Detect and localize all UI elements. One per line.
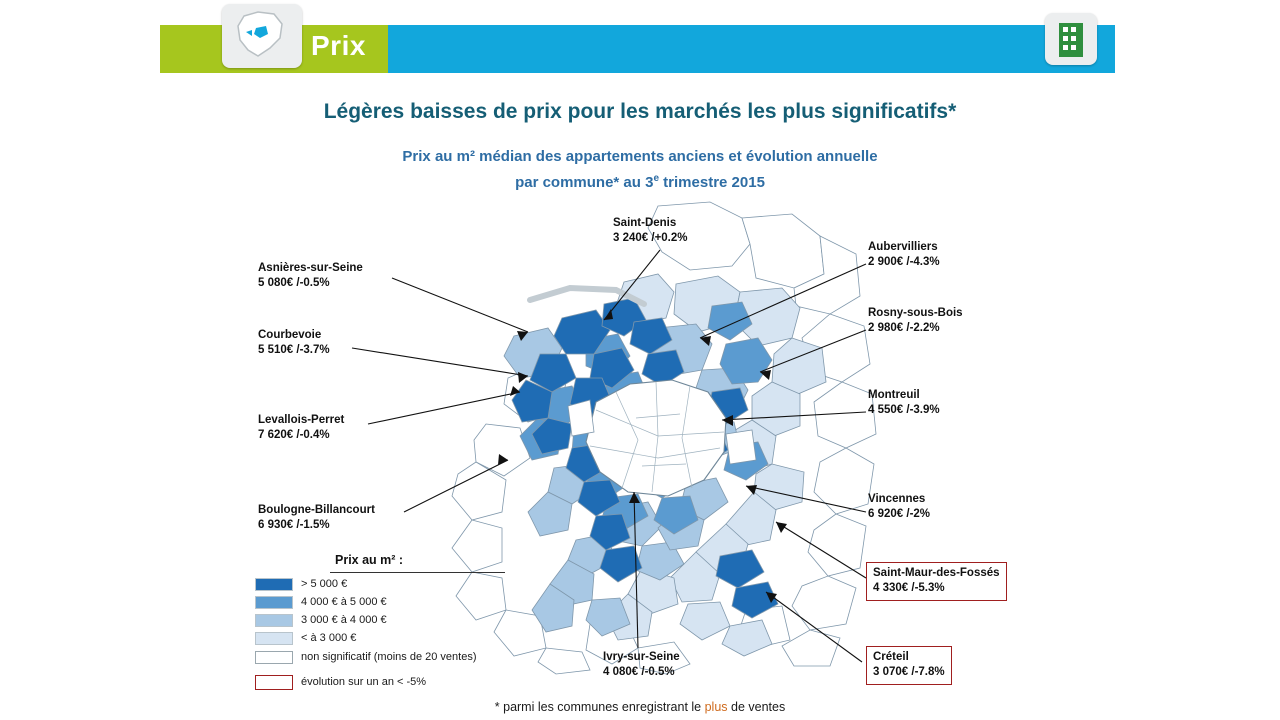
legend-swatch	[255, 632, 293, 645]
legend-divider	[330, 572, 505, 573]
callout-value: 5 080€ /-0.5%	[258, 277, 330, 289]
callout-ivry-sur-seine	[603, 650, 680, 680]
callout-value: 3 070€ /-7.8%	[873, 666, 945, 678]
callout-aubervilliers	[868, 240, 940, 270]
footnote	[0, 700, 1280, 714]
callout-name: Asnières-sur-Seine	[258, 262, 363, 274]
subtitle-line-1: Prix au m² médian des appartements anciens et évolution annuelle	[402, 148, 878, 165]
callout-vincennes	[868, 492, 930, 522]
callout-courbevoie	[258, 328, 330, 358]
callout-value: 2 980€ /-2.2%	[868, 322, 940, 334]
callout-rosny-sous-bois	[868, 306, 963, 336]
choropleth-map	[390, 196, 890, 676]
ile-de-france-map-icon	[222, 4, 302, 68]
callout-creteil	[866, 646, 952, 685]
legend-item-3000-4000	[255, 612, 387, 628]
callout-saint-denis	[613, 216, 688, 246]
building-icon	[1045, 13, 1097, 65]
footnote-suffix: de ventes	[727, 700, 786, 714]
callout-value: 2 900€ /-4.3%	[868, 256, 940, 268]
callout-name: Levallois-Perret	[258, 414, 345, 426]
callout-name: Courbevoie	[258, 329, 322, 341]
callout-asnieres-sur-seine	[258, 261, 363, 291]
legend-item-gt-5000	[255, 576, 347, 592]
callout-name: Aubervilliers	[868, 241, 938, 253]
legend-label: évolution sur un an < -5%	[301, 676, 427, 688]
callout-value: 5 510€ /-3.7%	[258, 344, 330, 356]
callout-levallois-perret	[258, 413, 344, 443]
legend-label: 4 000 € à 5 000 €	[301, 596, 387, 608]
legend-swatch	[255, 578, 293, 591]
legend-swatch-red-box	[255, 675, 293, 690]
bois-de-boulogne	[568, 400, 594, 436]
map-svg	[390, 196, 890, 676]
legend-label: 3 000 € à 4 000 €	[301, 614, 387, 626]
callout-value: 6 930€ /-1.5%	[258, 519, 330, 531]
legend-item-non-significatif	[255, 649, 476, 665]
page-subtitle	[0, 146, 1280, 194]
callout-value: 6 920€ /-2%	[868, 508, 931, 520]
callout-name: Ivry-sur-Seine	[603, 651, 680, 663]
legend-title: Prix au m² :	[335, 553, 404, 567]
callout-name: Boulogne-Billancourt	[258, 504, 375, 516]
callout-name: Vincennes	[868, 493, 926, 505]
header-tab-label: Prix	[311, 30, 366, 61]
callout-saint-maur-des-fosses	[866, 562, 1007, 601]
legend-item-evolution	[255, 674, 426, 690]
legend-item-lt-3000	[255, 630, 356, 646]
callout-value: 4 080€ /-0.5%	[603, 666, 675, 678]
callout-name: Rosny-sous-Bois	[868, 307, 963, 319]
subtitle-line-2-prefix: par commune* au 3	[515, 174, 654, 191]
callout-boulogne-billancourt	[258, 503, 375, 533]
callout-name: Saint-Maur-des-Fossés	[873, 567, 1000, 579]
callout-value: 4 550€ /-3.9%	[868, 404, 940, 416]
callout-value: 4 330€ /-5.3%	[873, 582, 945, 594]
callout-name: Montreuil	[868, 389, 920, 401]
legend-swatch	[255, 651, 293, 664]
subtitle-line-2-suffix: trimestre 2015	[659, 174, 765, 191]
bois-de-vincennes	[726, 430, 756, 464]
page-title: Légères baisses de prix pour les marchés les plus significatifs*	[323, 100, 957, 123]
legend-swatch	[255, 596, 293, 609]
legend-item-4000-5000	[255, 594, 387, 610]
legend-label: non significatif (moins de 20 ventes)	[301, 651, 477, 663]
callout-name: Saint-Denis	[613, 217, 677, 229]
legend-label: > 5 000 €	[301, 578, 348, 590]
legend-swatch	[255, 614, 293, 627]
legend-label: < à 3 000 €	[301, 632, 357, 644]
subtitle-ordinal: e	[653, 173, 660, 184]
footnote-highlight: plus	[704, 700, 728, 714]
callout-name: Créteil	[873, 651, 909, 663]
footnote-prefix: * parmi les communes enregistrant le	[494, 700, 705, 714]
callout-montreuil	[868, 388, 940, 418]
callout-value: 7 620€ /-0.4%	[258, 429, 330, 441]
callout-value: 3 240€ /+0.2%	[613, 232, 688, 244]
